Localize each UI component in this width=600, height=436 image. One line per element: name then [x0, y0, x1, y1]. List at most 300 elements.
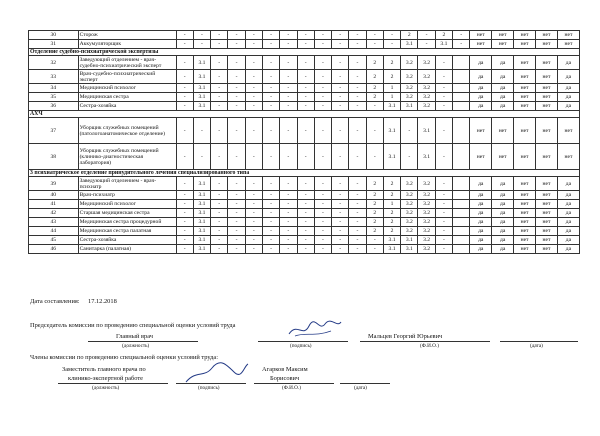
- value-cell: -: [245, 84, 262, 93]
- value-cell: -: [280, 236, 297, 245]
- value-cell: -: [245, 118, 262, 144]
- value-cell: 3.2: [401, 218, 418, 227]
- table-row: [29, 144, 580, 170]
- row-number: 36: [29, 102, 79, 111]
- value-cell: -: [314, 245, 331, 254]
- value-cell: -: [245, 31, 262, 40]
- value-cell: -: [193, 31, 210, 40]
- value-cell: -: [349, 144, 366, 170]
- value-cell: -: [435, 227, 452, 236]
- value-cell: 3.2: [401, 227, 418, 236]
- value-cell: да: [470, 93, 492, 102]
- value-cell: нет: [557, 144, 579, 170]
- value-cell: -: [211, 144, 228, 170]
- value-cell: 3.1: [383, 102, 400, 111]
- value-cell: да: [557, 227, 579, 236]
- value-cell: 2: [383, 227, 400, 236]
- value-cell: 2: [383, 56, 400, 70]
- value-cell: -: [228, 236, 245, 245]
- value-cell: [453, 102, 470, 111]
- value-cell: -: [245, 93, 262, 102]
- value-cell: -: [211, 70, 228, 84]
- chair-signature: [285, 318, 345, 340]
- value-cell: 2: [366, 93, 383, 102]
- value-cell: -: [176, 191, 193, 200]
- value-cell: да: [470, 227, 492, 236]
- value-cell: -: [366, 31, 383, 40]
- value-cell: -: [262, 227, 279, 236]
- value-cell: 3.2: [401, 177, 418, 191]
- value-cell: -: [435, 200, 452, 209]
- value-cell: [453, 177, 470, 191]
- caption-fio: (Ф.И.О.): [420, 343, 439, 349]
- value-cell: [453, 227, 470, 236]
- value-cell: нет: [535, 227, 557, 236]
- value-cell: да: [492, 93, 514, 102]
- value-cell: -: [280, 177, 297, 191]
- value-cell: -: [245, 200, 262, 209]
- value-cell: -: [262, 102, 279, 111]
- value-cell: нет: [514, 93, 536, 102]
- value-cell: [453, 218, 470, 227]
- caption-position: (должность): [122, 343, 150, 349]
- value-cell: -: [262, 40, 279, 49]
- value-cell: [453, 56, 470, 70]
- table-row: [29, 31, 580, 40]
- value-cell: 3.1: [401, 102, 418, 111]
- value-cell: -: [314, 209, 331, 218]
- value-cell: да: [470, 177, 492, 191]
- value-cell: -: [176, 84, 193, 93]
- value-cell: 3.1: [193, 245, 210, 254]
- value-cell: -: [245, 245, 262, 254]
- value-cell: -: [262, 191, 279, 200]
- value-cell: 3.2: [418, 93, 435, 102]
- value-cell: нет: [470, 118, 492, 144]
- value-cell: -: [435, 245, 452, 254]
- value-cell: -: [332, 177, 349, 191]
- value-cell: -: [262, 236, 279, 245]
- value-cell: -: [349, 118, 366, 144]
- value-cell: да: [557, 200, 579, 209]
- value-cell: нет: [514, 102, 536, 111]
- value-cell: да: [557, 177, 579, 191]
- table-row: [29, 236, 580, 245]
- chair-position: Главный врач: [116, 333, 153, 340]
- value-cell: -: [418, 40, 435, 49]
- member-position-line2: клинико-экспертной работе: [68, 375, 143, 382]
- value-cell: 3.2: [418, 102, 435, 111]
- job-title-cell: Заведующий отделением - врач-психиатр: [78, 177, 176, 191]
- value-cell: -: [297, 236, 314, 245]
- value-cell: -: [262, 84, 279, 93]
- value-cell: -: [314, 56, 331, 70]
- value-cell: 3.1: [193, 191, 210, 200]
- value-cell: -: [280, 70, 297, 84]
- table-row: [29, 191, 580, 200]
- value-cell: -: [332, 31, 349, 40]
- value-cell: да: [470, 236, 492, 245]
- value-cell: да: [557, 236, 579, 245]
- job-title-cell: Медицинская сестра: [78, 93, 176, 102]
- value-cell: [453, 191, 470, 200]
- value-cell: -: [211, 40, 228, 49]
- value-cell: -: [366, 245, 383, 254]
- value-cell: 3.2: [418, 227, 435, 236]
- value-cell: нет: [492, 144, 514, 170]
- value-cell: нет: [470, 31, 492, 40]
- value-cell: [453, 245, 470, 254]
- table-row: [29, 177, 580, 191]
- value-cell: -: [211, 102, 228, 111]
- value-cell: -: [262, 70, 279, 84]
- value-cell: -: [297, 84, 314, 93]
- value-cell: -: [332, 144, 349, 170]
- value-cell: нет: [535, 70, 557, 84]
- value-cell: нет: [492, 40, 514, 49]
- job-title-cell: Заведующий отделением - врач-судебно-психиатрический эксперт: [78, 56, 176, 70]
- value-cell: -: [314, 70, 331, 84]
- value-cell: 3.1: [193, 177, 210, 191]
- value-cell: -: [228, 102, 245, 111]
- value-cell: -: [211, 177, 228, 191]
- value-cell: 3.1: [418, 118, 435, 144]
- members-title: Члены комиссии по проведению специальной оценки условий труда:: [30, 354, 219, 361]
- table-row: [29, 200, 580, 209]
- value-cell: -: [349, 191, 366, 200]
- value-cell: -: [211, 218, 228, 227]
- value-cell: -: [297, 40, 314, 49]
- value-cell: -: [314, 218, 331, 227]
- value-cell: -: [176, 93, 193, 102]
- value-cell: 2: [366, 84, 383, 93]
- value-cell: [453, 84, 470, 93]
- value-cell: -: [228, 40, 245, 49]
- value-cell: -: [245, 144, 262, 170]
- value-cell: -: [349, 200, 366, 209]
- value-cell: да: [557, 245, 579, 254]
- value-cell: -: [297, 144, 314, 170]
- value-cell: -: [176, 245, 193, 254]
- value-cell: -: [280, 218, 297, 227]
- value-cell: 3.1: [193, 93, 210, 102]
- value-cell: -: [176, 31, 193, 40]
- value-cell: -: [245, 102, 262, 111]
- value-cell: да: [470, 209, 492, 218]
- value-cell: -: [297, 177, 314, 191]
- value-cell: нет: [514, 144, 536, 170]
- value-cell: -: [280, 209, 297, 218]
- value-cell: -: [332, 191, 349, 200]
- value-cell: -: [435, 177, 452, 191]
- value-cell: 3.2: [401, 70, 418, 84]
- value-cell: 1: [383, 93, 400, 102]
- value-cell: -: [176, 70, 193, 84]
- member-name-line2: Борисович: [270, 375, 300, 382]
- value-cell: нет: [535, 93, 557, 102]
- value-cell: -: [297, 245, 314, 254]
- value-cell: -: [262, 209, 279, 218]
- row-number: 38: [29, 144, 79, 170]
- value-cell: 3.1: [193, 84, 210, 93]
- value-cell: нет: [514, 245, 536, 254]
- value-cell: -: [366, 118, 383, 144]
- value-cell: -: [366, 102, 383, 111]
- value-cell: да: [470, 102, 492, 111]
- value-cell: -: [211, 118, 228, 144]
- value-cell: -: [245, 191, 262, 200]
- value-cell: -: [435, 102, 452, 111]
- value-cell: -: [453, 31, 470, 40]
- value-cell: 3.1: [193, 200, 210, 209]
- value-cell: -: [332, 236, 349, 245]
- value-cell: 3.2: [401, 209, 418, 218]
- value-cell: -: [228, 227, 245, 236]
- value-cell: -: [176, 144, 193, 170]
- value-cell: -: [349, 245, 366, 254]
- value-cell: нет: [535, 84, 557, 93]
- value-cell: да: [557, 84, 579, 93]
- value-cell: 1: [383, 200, 400, 209]
- value-cell: -: [211, 191, 228, 200]
- value-cell: нет: [535, 236, 557, 245]
- value-cell: да: [557, 56, 579, 70]
- value-cell: -: [176, 227, 193, 236]
- job-title-cell: Сестра-хозяйка: [78, 236, 176, 245]
- value-cell: нет: [514, 191, 536, 200]
- value-cell: -: [401, 118, 418, 144]
- job-title-cell: Медицинский психолог: [78, 200, 176, 209]
- value-cell: -: [332, 200, 349, 209]
- table-row: [29, 102, 580, 111]
- value-cell: -: [228, 218, 245, 227]
- value-cell: 3.2: [401, 191, 418, 200]
- value-cell: нет: [470, 40, 492, 49]
- value-cell: -: [280, 56, 297, 70]
- value-cell: -: [176, 200, 193, 209]
- value-cell: [453, 200, 470, 209]
- value-cell: -: [211, 31, 228, 40]
- row-number: 34: [29, 84, 79, 93]
- value-cell: 3.2: [418, 200, 435, 209]
- value-cell: -: [280, 118, 297, 144]
- value-cell: 3.1: [383, 118, 400, 144]
- value-cell: -: [280, 84, 297, 93]
- value-cell: нет: [535, 144, 557, 170]
- value-cell: нет: [535, 31, 557, 40]
- value-cell: нет: [535, 200, 557, 209]
- value-cell: -: [314, 191, 331, 200]
- value-cell: да: [492, 177, 514, 191]
- job-title-cell: Медицинская сестра палатная: [78, 227, 176, 236]
- value-cell: -: [314, 93, 331, 102]
- value-cell: -: [262, 218, 279, 227]
- value-cell: нет: [535, 56, 557, 70]
- value-cell: -: [435, 84, 452, 93]
- value-cell: [453, 118, 470, 144]
- value-cell: -: [262, 93, 279, 102]
- value-cell: [453, 144, 470, 170]
- value-cell: да: [470, 191, 492, 200]
- value-cell: -: [401, 144, 418, 170]
- value-cell: -: [332, 227, 349, 236]
- value-cell: -: [349, 93, 366, 102]
- value-cell: нет: [514, 118, 536, 144]
- value-cell: -: [245, 227, 262, 236]
- value-cell: -: [297, 118, 314, 144]
- value-cell: -: [435, 236, 452, 245]
- row-number: 30: [29, 31, 79, 40]
- value-cell: да: [492, 191, 514, 200]
- value-cell: 3.2: [418, 56, 435, 70]
- job-title-cell: Врач-психиатр: [78, 191, 176, 200]
- value-cell: 3.2: [418, 218, 435, 227]
- date-label: Дата составления:: [30, 298, 80, 305]
- value-cell: [453, 93, 470, 102]
- value-cell: -: [211, 200, 228, 209]
- member-caption-fio: (Ф.И.О.): [282, 385, 301, 391]
- value-cell: 2: [366, 191, 383, 200]
- value-cell: 3.1: [193, 236, 210, 245]
- value-cell: нет: [514, 56, 536, 70]
- value-cell: -: [193, 40, 210, 49]
- value-cell: нет: [514, 218, 536, 227]
- value-cell: да: [557, 70, 579, 84]
- value-cell: -: [262, 144, 279, 170]
- value-cell: да: [557, 102, 579, 111]
- value-cell: нет: [557, 31, 579, 40]
- value-cell: 3.2: [401, 56, 418, 70]
- value-cell: да: [470, 84, 492, 93]
- value-cell: 3.1: [193, 70, 210, 84]
- job-title-cell: Старшая медицинская сестра: [78, 209, 176, 218]
- value-cell: 3.1: [193, 102, 210, 111]
- member-name-line1: Агарков Максим: [262, 366, 308, 373]
- value-cell: да: [492, 236, 514, 245]
- value-cell: да: [492, 200, 514, 209]
- value-cell: -: [280, 93, 297, 102]
- job-title-cell: Сторож: [78, 31, 176, 40]
- value-cell: 3.1: [383, 144, 400, 170]
- value-cell: -: [245, 236, 262, 245]
- value-cell: -: [349, 102, 366, 111]
- value-cell: -: [176, 40, 193, 49]
- value-cell: нет: [514, 200, 536, 209]
- member-caption-date: (дата): [354, 385, 367, 391]
- row-number: 44: [29, 227, 79, 236]
- value-cell: 3.2: [418, 245, 435, 254]
- job-title-cell: Уборщик служебных помещений (клинико-диагностическая лаборатория): [78, 144, 176, 170]
- value-cell: -: [332, 70, 349, 84]
- value-cell: -: [228, 200, 245, 209]
- value-cell: -: [228, 70, 245, 84]
- value-cell: -: [314, 236, 331, 245]
- value-cell: 3.1: [401, 236, 418, 245]
- value-cell: -: [349, 177, 366, 191]
- value-cell: нет: [470, 144, 492, 170]
- job-title-cell: Сестра-хозяйка: [78, 102, 176, 111]
- value-cell: -: [228, 209, 245, 218]
- value-cell: нет: [514, 84, 536, 93]
- value-cell: -: [262, 200, 279, 209]
- value-cell: нет: [492, 118, 514, 144]
- value-cell: 3.1: [383, 236, 400, 245]
- value-cell: -: [245, 177, 262, 191]
- value-cell: нет: [514, 31, 536, 40]
- value-cell: -: [211, 56, 228, 70]
- value-cell: -: [297, 70, 314, 84]
- value-cell: -: [245, 209, 262, 218]
- value-cell: -: [280, 200, 297, 209]
- value-cell: -: [176, 177, 193, 191]
- value-cell: 3.2: [418, 70, 435, 84]
- table-row: [29, 227, 580, 236]
- value-cell: нет: [514, 236, 536, 245]
- value-cell: да: [492, 218, 514, 227]
- value-cell: нет: [514, 177, 536, 191]
- value-cell: -: [435, 93, 452, 102]
- value-cell: -: [211, 93, 228, 102]
- table-row: [29, 218, 580, 227]
- value-cell: -: [228, 144, 245, 170]
- row-number: 46: [29, 245, 79, 254]
- value-cell: -: [349, 84, 366, 93]
- value-cell: -: [366, 144, 383, 170]
- value-cell: -: [211, 84, 228, 93]
- job-title-cell: Врач-судебно-психиатрический эксперт: [78, 70, 176, 84]
- value-cell: -: [193, 144, 210, 170]
- value-cell: -: [349, 31, 366, 40]
- section-title: 3 психиатрическое отделение принудительного лечения специализированного типа: [29, 170, 580, 177]
- value-cell: да: [492, 84, 514, 93]
- value-cell: -: [297, 200, 314, 209]
- value-cell: [453, 209, 470, 218]
- value-cell: да: [492, 70, 514, 84]
- value-cell: нет: [557, 40, 579, 49]
- value-cell: да: [557, 191, 579, 200]
- value-cell: -: [228, 56, 245, 70]
- value-cell: -: [332, 93, 349, 102]
- table-row: [29, 40, 580, 49]
- value-cell: -: [280, 245, 297, 254]
- value-cell: 2: [383, 218, 400, 227]
- value-cell: -: [366, 40, 383, 49]
- value-cell: 2: [435, 31, 452, 40]
- value-cell: -: [228, 177, 245, 191]
- value-cell: 3.2: [401, 84, 418, 93]
- date-value: 17.12.2018: [88, 298, 117, 305]
- value-cell: 3.2: [418, 236, 435, 245]
- table-row: [29, 70, 580, 84]
- value-cell: 3.2: [418, 191, 435, 200]
- value-cell: 2: [383, 177, 400, 191]
- value-cell: да: [557, 93, 579, 102]
- value-cell: -: [332, 209, 349, 218]
- row-number: 39: [29, 177, 79, 191]
- value-cell: -: [435, 191, 452, 200]
- value-cell: -: [280, 191, 297, 200]
- value-cell: -: [176, 236, 193, 245]
- value-cell: -: [435, 144, 452, 170]
- value-cell: -: [228, 245, 245, 254]
- value-cell: -: [314, 31, 331, 40]
- value-cell: -: [349, 227, 366, 236]
- row-number: 42: [29, 209, 79, 218]
- value-cell: нет: [492, 31, 514, 40]
- job-title-cell: Санитарка (палатная): [78, 245, 176, 254]
- value-cell: -: [245, 218, 262, 227]
- value-cell: 2: [366, 70, 383, 84]
